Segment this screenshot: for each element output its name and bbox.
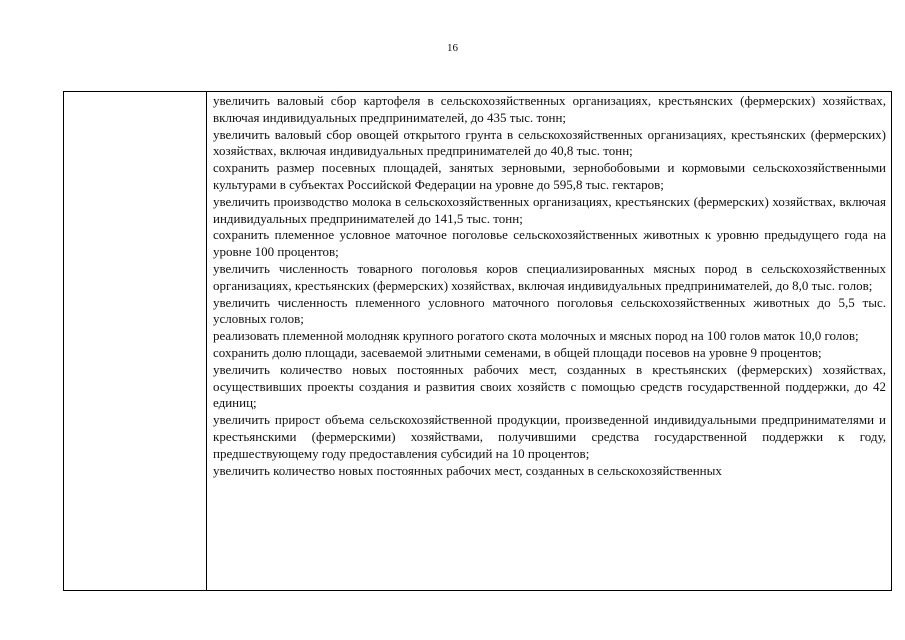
list-item: увеличить валовый сбор овощей открытого грунта в сельскохозяйственных организациях, крестьянских (фермерских) хозяйствах, включая индивидуальных предпринимателей до 40,8 тыс. тонн; <box>213 126 886 159</box>
list-item: увеличить прирост объема сельскохозяйственной продукции, произведенной индивидуальными предпринимателями и крестьянскими (фермерскими) хозяйствами, получившими средства государственной поддержки к году, предшествующему году предоставления субсидий на 10 процентов; <box>213 412 886 461</box>
list-item: увеличить численность племенного условного маточного поголовья сельскохозяйственных животных до 5,5 тыс. условных голов; <box>213 294 886 327</box>
table-left-cell <box>64 92 207 590</box>
list-item: увеличить количество новых постоянных рабочих мест, созданных в крестьянских (фермерских) хозяйствах, осуществивших проекты создания и развития своих хозяйств с помощью средств государственной поддержки, до 42 единиц; <box>213 361 886 411</box>
list-item: увеличить производство молока в сельскохозяйственных организациях, крестьянских (фермерских) хозяйствах, включая индивидуальных предпринимателей до 141,5 тыс. тонн; <box>213 193 886 226</box>
list-item: реализовать племенной молодняк крупного рогатого скота молочных и мясных пород на 100 голов маток 10,0 голов; <box>213 328 859 344</box>
list-item: сохранить племенное условное маточное поголовье сельскохозяйственных животных к уровню предыдущего года на уровне 100 процентов; <box>213 227 886 260</box>
table-right-cell <box>207 92 891 590</box>
list-item: увеличить валовый сбор картофеля в сельскохозяйственных организациях, крестьянских (фермерских) хозяйствах, включая индивидуальных предпринимателей, до 435 тыс. тонн; <box>213 93 886 125</box>
page-number: 16 <box>447 42 458 54</box>
list-item: увеличить численность товарного поголовья коров специализированных мясных пород в сельскохозяйственных организациях, крестьянских (фермерских) хозяйствах, включая индивидуальных предпринимателей, до 8,0 тыс. голов; <box>213 260 886 293</box>
list-item: сохранить размер посевных площадей, занятых зерновыми, зернобобовыми и кормовыми сельскохозяйственными культурами в субъектах Российской Федерации на уровне до 595,8 тыс. гектаров; <box>213 160 886 192</box>
list-item: увеличить количество новых постоянных рабочих мест, созданных в сельскохозяйственных <box>213 462 722 478</box>
list-item: сохранить долю площади, засеваемой элитными семенами, в общей площади посевов на уровне 9 процентов; <box>213 344 822 360</box>
document-table <box>63 91 892 591</box>
